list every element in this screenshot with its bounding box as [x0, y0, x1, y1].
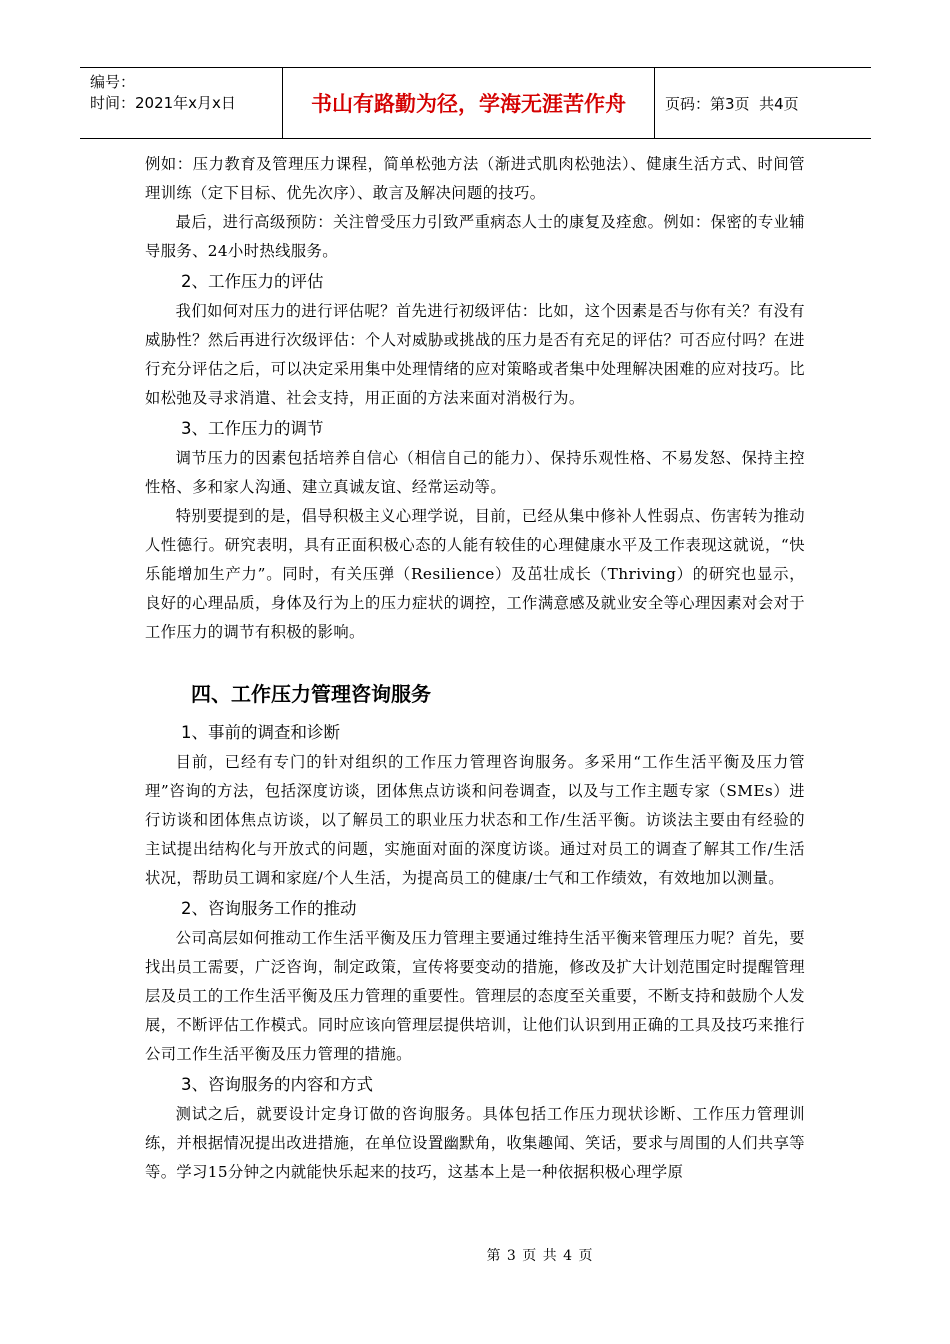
header-page-code — [655, 68, 871, 138]
document-number-label: 编号： — [90, 73, 136, 91]
subheading: 3、咨询服务的内容和方式 — [181, 1075, 373, 1094]
page-footer: 第 3 页 共 4 页 — [486, 1248, 594, 1264]
paragraph: 我们如何对压力的进行评估呢？首先进行初级评估：比如，这个因素是否与你有关？有没有威胁性？然后再进行次级评估：个人对威胁或挑战的压力是否有充足的评估？可否应付吗？在进行充分评估之后，可以决定采用集中处理情绪的应对策略或者集中处理解决困难的应对技巧。比如松弛及寻求消遣、社会支持，用正面的方法来面对消极行为。 — [145, 302, 805, 407]
paragraph: 特别要提到的是，倡导积极主义心理学说，目前，已经从集中修补人性弱点、伤害转为推动人性德行。研究表明，具有正面积极心态的人能有较佳的心理健康水平及工作表现这就说，“快乐能增加生产力”。同时，有关压弹（Resilience）及茁壮成长（Thriving）的研究也显示，良好的心理品质，身体及行为上的压力症状的调控，工作满意感及就业安全等心理因素对会对于工作压力的调节有积极的影响。 — [145, 507, 805, 641]
paragraph: 最后，进行高级预防：关注曾受压力引致严重病态人士的康复及痊愈。例如：保密的专业辅导服务、24小时热线服务。 — [145, 213, 805, 260]
subheading: 2、工作压力的评估 — [181, 272, 324, 291]
header-meta — [80, 68, 282, 138]
page-code-text: 页码：第3页 共4页 — [665, 94, 799, 113]
paragraph: 调节压力的因素包括培养自信心（相信自己的能力）、保持乐观性格、不易发怒、保持主控性格、多和家人沟通、建立真诚友谊、经常运动等。 — [145, 449, 805, 496]
paragraph: 公司高层如何推动工作生活平衡及压力管理主要通过维持生活平衡来管理压力呢？首先，要找出员工需要，广泛咨询，制定政策，宣传将要变动的措施，修改及扩大计划范围定时提醒管理层及员工的工作生活平衡及压力管理的重要性。管理层的态度至关重要，不断支持和鼓励个人发展，不断评估工作模式。同时应该向管理层提供培训，让他们认识到用正确的工具及技巧来推行公司工作生活平衡及压力管理的措施。 — [145, 929, 805, 1063]
paragraph: 例如：压力教育及管理压力课程，简单松弛方法（渐进式肌肉松弛法）、健康生活方式、时间管理训练（定下目标、优先次序）、敢言及解决问题的技巧。 — [145, 155, 805, 202]
subheading: 1、事前的调查和诊断 — [181, 723, 340, 742]
document-date: 时间：2021年x月x日 — [90, 94, 236, 112]
subheading: 2、咨询服务工作的推动 — [181, 899, 357, 918]
section-heading: 四、工作压力管理咨询服务 — [191, 682, 431, 706]
paragraph: 测试之后，就要设计定身订做的咨询服务。具体包括工作压力现状诊断、工作压力管理训练，并根据情况提出改进措施，在单位设置幽默角，收集趣闻、笑话，要求与周围的人们共享等等。学习15分钟之内就能快乐起来的技巧，这基本上是一种依据积极心理学原 — [145, 1105, 805, 1181]
document-body — [145, 150, 805, 1187]
paragraph: 目前，已经有专门的针对组织的工作压力管理咨询服务。多采用“工作生活平衡及压力管理”咨询的方法，包括深度访谈，团体焦点访谈和问卷调查，以及与工作主题专家（SMEs）进行访谈和团体焦点访谈，以了解员工的职业压力状态和工作/生活平衡。访谈法主要由有经验的主试提出结构化与开放式的问题，实施面对面的深度访谈。通过对员工的调查了解其工作/生活状况，帮助员工调和家庭/个人生活，为提高员工的健康/士气和工作绩效，有效地加以测量。 — [145, 753, 805, 887]
page-header — [80, 67, 871, 139]
subheading: 3、工作压力的调节 — [181, 419, 324, 438]
header-motto: 书山有路勤为径，学海无涯苦作舟 — [282, 68, 655, 138]
